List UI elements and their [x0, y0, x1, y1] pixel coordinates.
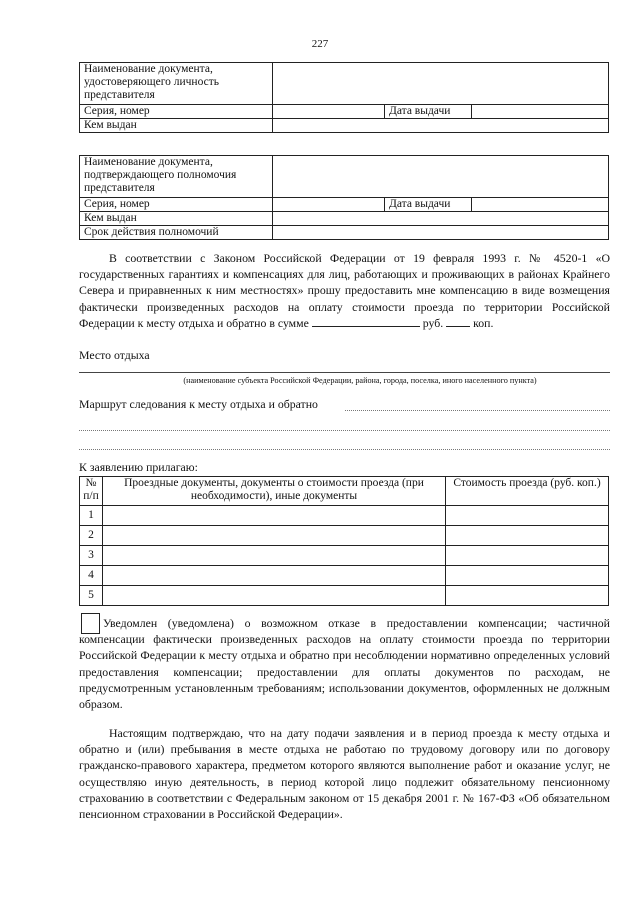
table-row: [80, 566, 609, 586]
table-row: [80, 526, 609, 546]
col-cost-header: Стоимость проезда (руб. коп.): [446, 477, 609, 506]
row-number: 3: [80, 546, 103, 566]
kop-label: коп.: [473, 315, 494, 330]
table-row: [80, 506, 609, 526]
row-docs-cell[interactable]: [103, 586, 446, 606]
row-cost-cell[interactable]: [446, 526, 609, 546]
sum-kop-field[interactable]: [446, 315, 470, 327]
page-number: 227: [311, 38, 329, 50]
rest-place-field[interactable]: [79, 372, 610, 373]
col-num-header: № п/п: [80, 477, 103, 506]
row-cost-cell[interactable]: [446, 566, 609, 586]
row-number: 5: [80, 586, 103, 606]
issued-by-field[interactable]: [273, 212, 609, 226]
authority-doc-table: [79, 155, 609, 240]
row-docs-cell[interactable]: [103, 546, 446, 566]
series-field[interactable]: [273, 198, 385, 212]
issued-by-label: Кем выдан: [80, 212, 273, 226]
route-field-line-1[interactable]: [345, 410, 610, 411]
row-number: 1: [80, 506, 103, 526]
series-field[interactable]: [273, 105, 385, 119]
row-cost-cell[interactable]: [446, 546, 609, 566]
route-field-line-3[interactable]: [79, 449, 610, 450]
attachments-table: [79, 476, 609, 606]
issued-by-field[interactable]: [273, 119, 609, 133]
representative-id-table: [79, 62, 609, 133]
attachments-intro: К заявлению прилагаю:: [79, 460, 198, 474]
confirm-paragraph: Настоящим подтверждаю, что на дату подачи заявления и в период проезда к месту отдыха и обратно и (или) пребывания в месте отдыха не работаю по трудовому договору или по договору гражданско-правового характера, предметом которого являются выполнение работ и оказание услуг, не осуществляю иную деятельность, в период которой лицо подлежит обязательному пенсионному страхованию в соответствии с Федеральным законом от 15 декабря 2001 г. № 167-ФЗ «Об обязательном пенсионном страховании в Российской Федерации».: [79, 726, 610, 822]
series-label: Серия, номер: [80, 198, 273, 212]
row-cost-cell[interactable]: [446, 506, 609, 526]
doc-name-field[interactable]: [273, 63, 609, 105]
table-row: [80, 586, 609, 606]
row-docs-cell[interactable]: [103, 566, 446, 586]
request-text: В соответствии с Законом Российской Федерации от 19 февраля 1993 г. № 4520-1 «О государственных гарантиях и компенсациях для лиц, работающих и проживающих в районах Крайнего Севера и приравненных к ним местностях» прошу предоставить мне компенсацию в виде возмещения фактически произведенных расходов на оплату стоимости проезда по территории Российской Федерации к месту отдыха и обратно в: [79, 251, 610, 330]
row-docs-cell[interactable]: [103, 526, 446, 546]
sum-rub-field[interactable]: [312, 315, 420, 327]
request-paragraph: [79, 250, 610, 331]
issued-by-label: Кем выдан: [80, 119, 273, 133]
series-label: Серия, номер: [80, 105, 273, 119]
rest-place-label: Место отдыха: [79, 348, 150, 362]
route-field-line-2[interactable]: [79, 430, 610, 431]
row-docs-cell[interactable]: [103, 506, 446, 526]
issue-date-field[interactable]: [472, 105, 609, 119]
route-label: Маршрут следования к месту отдыха и обратно: [79, 397, 318, 411]
rub-label: руб.: [422, 315, 444, 330]
rest-place-caption: (наименование субъекта Российской Федерации, района, города, поселка, иного населенного пункта): [183, 376, 537, 385]
col-docs-header: Проездные документы, документы о стоимости проезда (при необходимости), иные документы: [103, 477, 446, 506]
doc-name-label: Наименование документа, подтверждающего полномочия представителя: [80, 156, 273, 198]
issue-date-field[interactable]: [472, 198, 609, 212]
issue-date-label: Дата выдачи: [385, 105, 472, 119]
doc-name-label: Наименование документа, удостоверяющего личность представителя: [80, 63, 273, 105]
validity-field[interactable]: [273, 226, 609, 240]
sum-label: сумме: [277, 315, 309, 330]
notice-paragraph: Уведомлен (уведомлена) о возможном отказе в предоставлении компенсации; частичной компенсации фактически произведенных расходов на оплату стоимости проезда по территории Российской Федерации к месту отдыха и обратно при несоблюдении нормативно определенных условий предоставления компенсации; предоставлении для оплаты документов по расходам, не предусмотренным установленным требованиям; использовании документов, оформленных не должным образом.: [79, 616, 610, 712]
doc-name-field[interactable]: [273, 156, 609, 198]
row-cost-cell[interactable]: [446, 586, 609, 606]
row-number: 2: [80, 526, 103, 546]
validity-label: Срок действия полномочий: [80, 226, 273, 240]
issue-date-label: Дата выдачи: [385, 198, 472, 212]
table-row: [80, 546, 609, 566]
row-number: 4: [80, 566, 103, 586]
